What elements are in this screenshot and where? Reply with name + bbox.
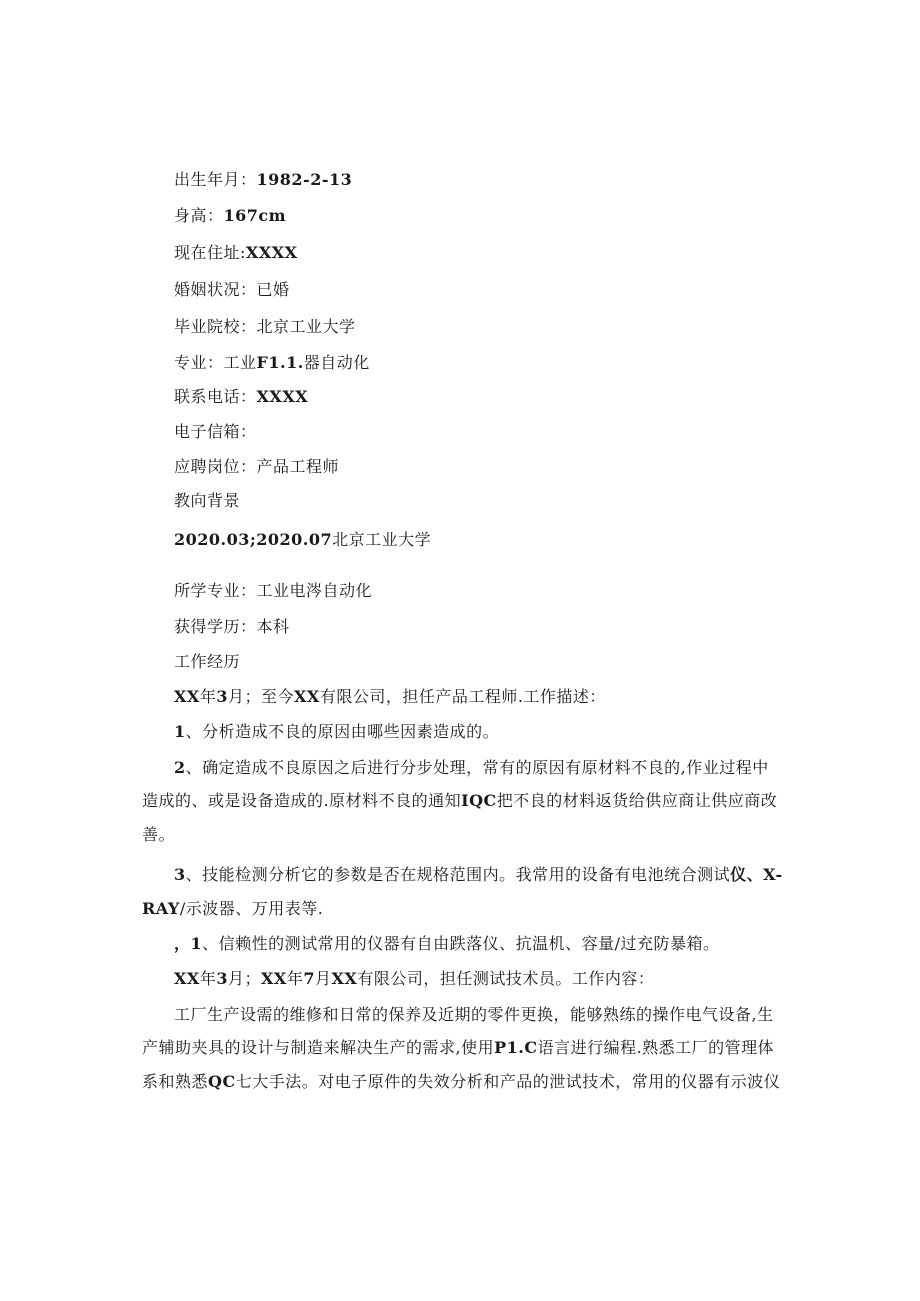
- education-period-row: [174, 529, 794, 551]
- job2-desc-qc: QC: [208, 1072, 236, 1091]
- job2-desc-text-3a: 系和熟悉: [142, 1072, 209, 1091]
- job2-company-placeholder: XX: [331, 969, 358, 988]
- phone-label: 联系电话：: [174, 387, 257, 406]
- work-item-3-line-1: [174, 864, 794, 886]
- education-major-row: 所学专业：工业电涔自动化: [174, 581, 373, 600]
- phone-row: [174, 386, 794, 408]
- work-item-2-text-2c: 把不良的材料返货给供应商让供应商改: [496, 791, 778, 810]
- education-degree-row: 获得学历：本科: [174, 617, 290, 636]
- job2-end-year-char: 年: [286, 969, 304, 988]
- birth-date-value: 1982-2-13: [256, 170, 353, 189]
- work-item-1-number: 1: [174, 722, 186, 741]
- work-item-2-text-1: 、确定造成不良原因之后进行分步处理，常有的原因有原材料不良的,作业过程中: [185, 758, 769, 777]
- job1-year-placeholder: XX: [174, 687, 200, 706]
- address-value: XXXX: [245, 243, 298, 262]
- work-heading: 工作经历: [174, 652, 241, 671]
- work-item-3-text-1a: 、技能检测分析它的参数是否在规格范围内。我常用的设备有电池统合测试: [185, 865, 731, 884]
- email-label: 电子信箱：: [174, 422, 257, 441]
- job2-end-month-char: 月: [314, 969, 332, 988]
- job1-company-placeholder: XX: [294, 687, 320, 706]
- work-item-3-text-1b: 仪、X-: [730, 865, 783, 884]
- work-item-3-line-2: [142, 891, 792, 927]
- marital-status-row: 婚姻状况：已婚: [174, 280, 290, 299]
- work-item-2-line-1: [174, 757, 794, 779]
- job1-row: [174, 686, 794, 708]
- work-item-2-text-2a: 造成的、或是设备造成的.原材料不良的通知: [142, 791, 462, 810]
- job1-period-text: 月；至今: [227, 687, 294, 706]
- job2-desc-plc: P1.C: [494, 1038, 538, 1057]
- major-end: 器自动化: [303, 353, 370, 372]
- birth-date-row: [174, 169, 794, 191]
- work-item-1-text: 、分析造成不良的原因由哪些因素造成的。: [185, 722, 500, 741]
- job2-desc-text-3c: 七大手法。对电子原件的失效分析和产品的泄试技术，常用的仪器有示波仪: [235, 1072, 781, 1091]
- work-item-4-number: ，1: [174, 934, 203, 953]
- job1-description: 有限公司，担任产品工程师.工作描述：: [319, 687, 606, 706]
- job2-end-year-placeholder: XX: [261, 969, 287, 988]
- job2-end-month-number: 7: [303, 969, 315, 988]
- education-school: 北京工业大学: [332, 530, 432, 549]
- job2-row: [174, 968, 794, 990]
- education-heading: 教向背景: [174, 491, 241, 510]
- job2-desc-line-2: [142, 1030, 792, 1066]
- major-label: 专业：工业: [174, 353, 257, 372]
- work-item-3-text-2b: /示波器、万用表等.: [179, 899, 324, 918]
- job2-description: 有限公司，担任测试技术员。工作内容：: [357, 969, 655, 988]
- height-label: 身高：: [174, 206, 224, 225]
- job2-desc-text-2a: 产辅助夹具的设计与制造来解决生产的需求,使用: [142, 1038, 495, 1057]
- job2-start-year-char: 年: [199, 969, 217, 988]
- work-item-4: [174, 933, 794, 955]
- address-label: 现在住址:: [174, 243, 246, 262]
- job1-month-number: 3: [216, 687, 228, 706]
- job2-start-month-char: 月；: [227, 969, 261, 988]
- height-value: 167cm: [223, 206, 287, 225]
- address-row: [174, 242, 794, 264]
- job1-year-char: 年: [199, 687, 217, 706]
- work-item-2-number: 2: [174, 758, 186, 777]
- work-item-2-line-3: 善。: [142, 825, 176, 844]
- position-row: 应聘岗位：产品工程师: [174, 457, 340, 476]
- work-item-3-number: 3: [174, 865, 186, 884]
- job2-desc-text-2c: 语言进行编程.熟悉工厂的管理体: [537, 1038, 775, 1057]
- work-item-2-iqc: IQC: [461, 791, 497, 810]
- school-row: 毕业院校：北京工业大学: [174, 317, 356, 336]
- job2-start-year-placeholder: XX: [174, 969, 200, 988]
- education-period: 2020.03;2020.07: [174, 530, 333, 549]
- height-row: [174, 205, 794, 227]
- email-row: [174, 421, 794, 443]
- work-item-3-ray: RAY: [142, 899, 180, 918]
- work-item-4-text: 、信赖性的测试常用的仪器有自由跌落仪、抗温机、容量/过充防暴箱。: [202, 934, 720, 953]
- major-mid: F1.1.: [256, 353, 304, 372]
- work-item-2-line-2: [142, 783, 792, 819]
- major-row: [174, 352, 794, 374]
- phone-value: XXXX: [256, 387, 309, 406]
- job2-start-month-number: 3: [216, 969, 228, 988]
- job2-desc-line-3: [142, 1064, 792, 1100]
- job2-desc-line-1: 工厂生产设需的维修和日常的保养及近期的零件更换，能够熟练的操作电气设备,生: [174, 1005, 774, 1024]
- work-item-1: [174, 721, 794, 743]
- birth-date-label: 出生年月：: [174, 170, 257, 189]
